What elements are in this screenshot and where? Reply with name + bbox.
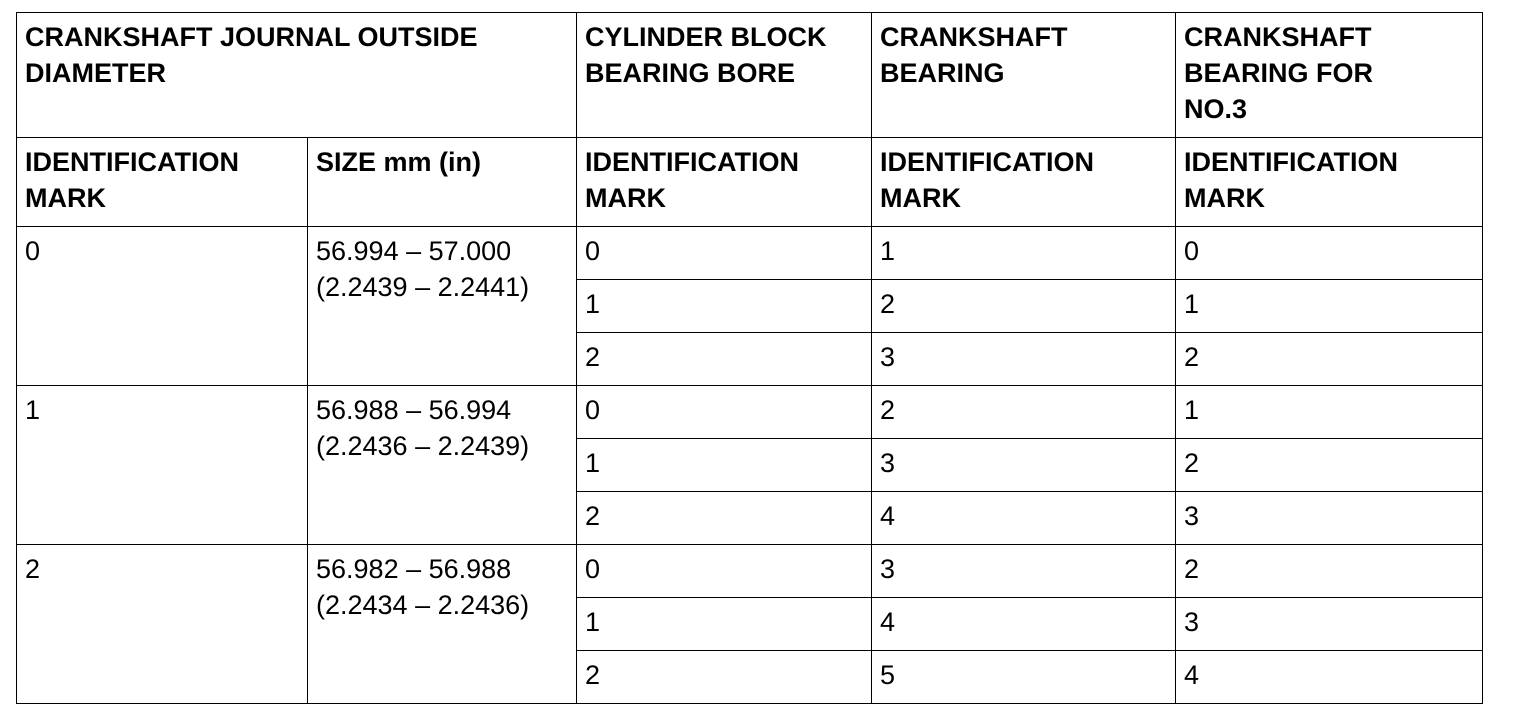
- no3-bearing-mark-cell: 3: [1176, 598, 1483, 651]
- block-mark-cell: 1: [577, 280, 872, 333]
- journal-mark-cell: 2: [17, 545, 308, 704]
- no3-bearing-mark-cell: 0: [1176, 227, 1483, 280]
- bearing-mark-cell: 5: [872, 651, 1176, 704]
- table-row: [17, 545, 1483, 598]
- bearing-mark-cell: 2: [872, 280, 1176, 333]
- block-mark-cell: 0: [577, 386, 872, 439]
- bearing-mark-cell: 3: [872, 333, 1176, 386]
- block-mark-cell: 0: [577, 227, 872, 280]
- no3-bearing-mark-cell: 2: [1176, 545, 1483, 598]
- journal-mark-cell: 1: [17, 386, 308, 545]
- header-cylinder-block-bearing-bore: CYLINDER BLOCK BEARING BORE: [577, 13, 872, 138]
- block-mark-cell: 2: [577, 333, 872, 386]
- bearing-mark-cell: 4: [872, 598, 1176, 651]
- bearing-mark-cell: 4: [872, 492, 1176, 545]
- subheader-row: [17, 138, 1483, 227]
- journal-size-cell: 56.982 – 56.988 (2.2434 – 2.2436): [308, 545, 577, 704]
- journal-mark-cell: 0: [17, 227, 308, 386]
- crankshaft-bearing-selection-table: [16, 12, 1483, 704]
- block-mark-cell: 2: [577, 651, 872, 704]
- bearing-mark-cell: 3: [872, 545, 1176, 598]
- block-mark-cell: 1: [577, 439, 872, 492]
- bearing-mark-cell: 3: [872, 439, 1176, 492]
- header-journal-outside-diameter: CRANKSHAFT JOURNAL OUTSIDE DIAMETER: [17, 13, 577, 138]
- no3-bearing-mark-cell: 4: [1176, 651, 1483, 704]
- table-row: [17, 227, 1483, 280]
- journal-size-cell: 56.988 – 56.994 (2.2436 – 2.2439): [308, 386, 577, 545]
- no3-bearing-mark-cell: 2: [1176, 439, 1483, 492]
- subheader-block-identification-mark: IDENTIFICATION MARK: [577, 138, 872, 227]
- journal-size-cell: 56.994 – 57.000 (2.2439 – 2.2441): [308, 227, 577, 386]
- bearing-mark-cell: 2: [872, 386, 1176, 439]
- subheader-no3-identification-mark: IDENTIFICATION MARK: [1176, 138, 1483, 227]
- header-crankshaft-bearing-no3: CRANKSHAFT BEARING FOR NO.3: [1176, 13, 1483, 138]
- no3-bearing-mark-cell: 3: [1176, 492, 1483, 545]
- subheader-identification-mark: IDENTIFICATION MARK: [17, 138, 308, 227]
- no3-bearing-mark-cell: 1: [1176, 386, 1483, 439]
- block-mark-cell: 0: [577, 545, 872, 598]
- no3-bearing-mark-cell: 1: [1176, 280, 1483, 333]
- block-mark-cell: 1: [577, 598, 872, 651]
- subheader-bearing-identification-mark: IDENTIFICATION MARK: [872, 138, 1176, 227]
- no3-bearing-mark-cell: 2: [1176, 333, 1483, 386]
- subheader-size: SIZE mm (in): [308, 138, 577, 227]
- table-row: [17, 386, 1483, 439]
- bearing-mark-cell: 1: [872, 227, 1176, 280]
- header-row: [17, 13, 1483, 138]
- block-mark-cell: 2: [577, 492, 872, 545]
- header-crankshaft-bearing: CRANKSHAFT BEARING: [872, 13, 1176, 138]
